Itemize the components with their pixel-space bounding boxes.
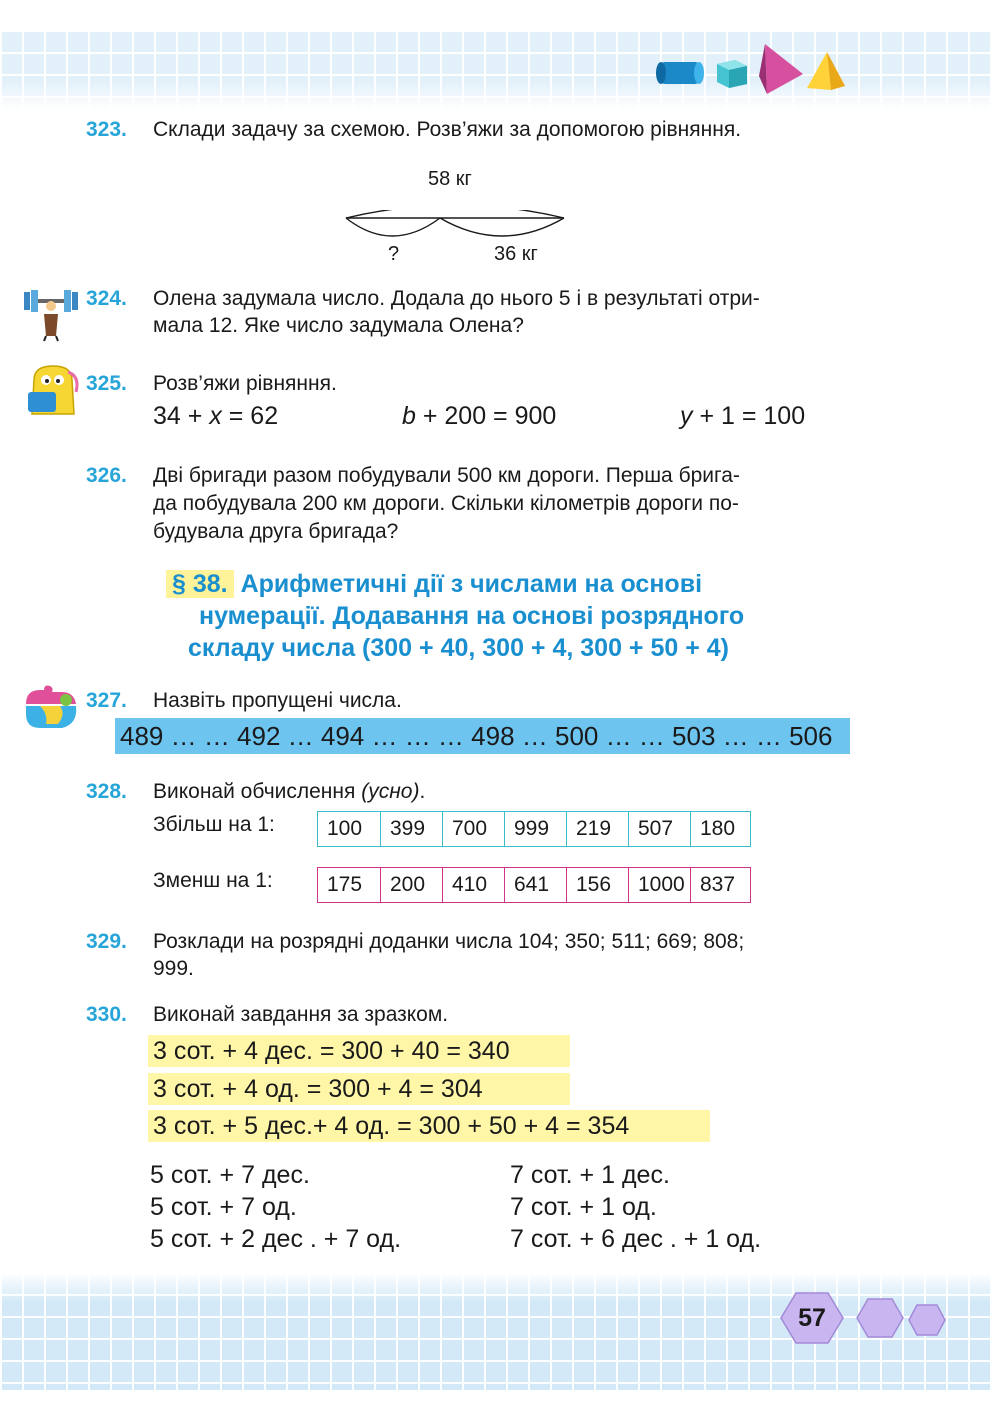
task-number-327: 327. [86,689,127,712]
increase-cell: 399 [380,812,442,846]
task-number-330: 330. [86,1003,127,1026]
increase-cell: 507 [628,812,690,846]
equation-1 [153,402,278,431]
task-328-note: (усно) [361,780,420,803]
task-330-text: Виконай завдання за зразком. [153,1003,449,1026]
geometric-shapes [655,40,850,100]
task-328-instruction: Виконай обчислення [153,780,356,803]
task-number-326: 326. [86,464,127,487]
task-327-text: Назвіть пропущені числа. [153,689,402,712]
equation-2-suffix: + 200 = 900 [415,402,557,430]
task-number-329: 329. [86,930,127,953]
hexagon-icon [908,1304,946,1336]
page-number: 57 [798,1304,826,1332]
task-329-line-2: 999. [153,957,194,980]
example-row-2: 3 сот. + 4 од. = 300 + 4 = 304 [148,1073,570,1105]
example-row-1: 3 сот. + 4 дес. = 300 + 40 = 340 [148,1035,570,1067]
example-row-3: 3 сот. + 5 дес.+ 4 од. = 300 + 50 + 4 = 354 [148,1110,710,1142]
decrease-cell: 641 [504,868,566,902]
pyramid-icon [807,52,845,90]
decrease-cell: 1000 [628,868,690,902]
cylinder-icon [656,62,704,84]
equation-2-variable: b [402,402,416,430]
section-title-line-3: складу числа (300 + 40, 300 + 4, 300 + 50 + 4) [188,634,730,662]
section-title-line-2: нумерації. Додавання на основі розрядного [199,602,745,630]
number-sequence-strip: 489 … … 492 … 494 … … … 498 … 500 … … 503 … … 506 [115,718,850,754]
exercise-left-3: 5 сот. + 2 дес . + 7 од. [150,1225,402,1253]
exercise-right-2: 7 сот. + 1 од. [510,1193,657,1221]
decrease-cell: 175 [327,873,363,896]
backpack-icon [24,362,82,420]
scheme-part-label: 36 кг [494,243,538,265]
cube-icon [717,60,747,88]
cone-icon [759,44,803,94]
exercise-right-1: 7 сот. + 1 дес. [510,1161,670,1189]
task-323-text: Склади задачу за схемою. Розв’яжи за допомогою рівняння. [153,118,742,141]
task-328-period: . [419,780,426,803]
equation-3 [680,402,805,431]
equation-1-suffix: = 62 [221,402,279,430]
task-324-line-1: Олена задумала число. Додала до нього 5 і в результаті отри- [153,287,760,310]
increase-cell: 100 [327,817,363,840]
increase-cell: 219 [566,812,628,846]
decrease-table [317,867,751,903]
decrease-cell: 837 [690,868,750,902]
task-324-line-2: мала 12. Яке число задумала Олена? [153,314,524,337]
exercise-left-2: 5 сот. + 7 од. [150,1193,297,1221]
task-326-line-3: будувала друга бригада? [153,520,399,543]
decrease-cell: 200 [380,868,442,902]
increase-cell: 700 [442,812,504,846]
equation-1-prefix: 34 + [153,402,210,430]
page-number-badge [780,1291,844,1345]
exercise-right-3: 7 сот. + 6 дес . + 1 од. [510,1225,762,1253]
equation-2 [402,402,556,431]
decrease-cell: 156 [566,868,628,902]
exercise-left-1: 5 сот. + 7 дес. [150,1161,310,1189]
section-title-text-1: Арифметичні дії з числами на основі [240,570,703,598]
equation-3-suffix: + 1 = 100 [692,402,806,430]
task-number-325: 325. [86,372,127,395]
equation-3-variable: y [680,402,693,430]
task-328-text [153,778,853,806]
puzzle-icon [22,684,80,732]
increase-cell: 180 [690,812,750,846]
increase-cell: 999 [504,812,566,846]
task-number-324: 324. [86,287,127,310]
increase-label: Збільш на 1: [153,813,275,836]
section-title-line-1 [166,568,856,600]
decrease-label: Зменш на 1: [153,869,273,892]
task-number-328: 328. [86,780,127,803]
equation-1-variable: x [209,402,222,430]
task-326-line-1: Дві бригади разом побудували 500 км дороги. Перша брига- [153,464,740,487]
decrease-cell: 410 [442,868,504,902]
task-329-line-1: Розклади на розрядні доданки числа 104; 350; 511; 669; 808; [153,930,745,953]
scheme-unknown-label: ? [388,243,400,265]
weightlifter-icon [22,284,80,342]
increase-table [317,811,751,847]
hexagon-icon [856,1298,904,1338]
task-326-line-2: да побудувала 200 км дороги. Скільки кілометрів дороги по- [153,492,739,515]
section-title [166,568,856,664]
task-325-text: Розв’яжи рівняння. [153,372,337,395]
section-mark: § 38. [166,570,234,598]
task-number-323: 323. [86,118,127,141]
scheme-total-label: 58 кг [428,168,472,190]
